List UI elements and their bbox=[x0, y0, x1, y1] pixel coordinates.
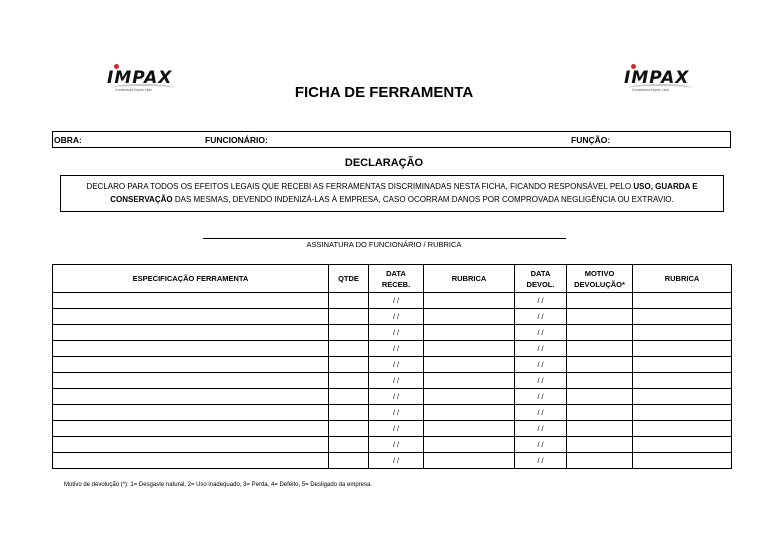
cell-spec[interactable] bbox=[53, 341, 329, 357]
cell-motivo[interactable] bbox=[567, 389, 633, 405]
cell-spec[interactable] bbox=[53, 389, 329, 405]
cell-data-receb[interactable]: / / bbox=[369, 373, 424, 389]
header-rubrica-1: RUBRICA bbox=[424, 265, 515, 293]
cell-motivo[interactable] bbox=[567, 421, 633, 437]
cell-motivo[interactable] bbox=[567, 373, 633, 389]
cell-data-devol[interactable]: / / bbox=[515, 453, 567, 469]
cell-rubrica-2[interactable] bbox=[633, 421, 732, 437]
signature-label: ASSINATURA DO FUNCIONÁRIO / RUBRICA bbox=[306, 240, 462, 249]
cell-rubrica-2[interactable] bbox=[633, 293, 732, 309]
cell-rubrica-1[interactable] bbox=[424, 373, 515, 389]
cell-rubrica-2[interactable] bbox=[633, 437, 732, 453]
cell-qtde[interactable] bbox=[329, 421, 369, 437]
cell-rubrica-2[interactable] bbox=[633, 341, 732, 357]
cell-rubrica-1[interactable] bbox=[424, 389, 515, 405]
table-row bbox=[53, 389, 732, 405]
funcionario-field[interactable]: FUNCIONÁRIO: bbox=[205, 135, 268, 145]
cell-data-receb[interactable]: / / bbox=[369, 309, 424, 325]
header-motivo: MOTIVO DEVOLUÇÃO* bbox=[567, 265, 633, 293]
declaration-part1: DECLARO PARA TODOS OS EFEITOS LEGAIS QUE RECEBI AS FERRAMENTAS DISCRIMINADAS NESTA FICHA, FICANDO RESPONSÁVEL PELO bbox=[86, 182, 634, 191]
cell-spec[interactable] bbox=[53, 421, 329, 437]
cell-qtde[interactable] bbox=[329, 373, 369, 389]
cell-motivo[interactable] bbox=[567, 309, 633, 325]
cell-data-receb[interactable]: / / bbox=[369, 293, 424, 309]
cell-data-devol[interactable]: / / bbox=[515, 437, 567, 453]
cell-data-receb[interactable]: / / bbox=[369, 357, 424, 373]
header-qtde: QTDE bbox=[329, 265, 369, 293]
table-row bbox=[53, 405, 732, 421]
cell-rubrica-1[interactable] bbox=[424, 325, 515, 341]
declaration-bold: USO, GUARDA E CONSERVAÇÃO bbox=[110, 182, 698, 204]
cell-motivo[interactable] bbox=[567, 293, 633, 309]
cell-rubrica-1[interactable] bbox=[424, 405, 515, 421]
declaration-title: DECLARAÇÃO bbox=[344, 157, 424, 169]
logo-tagline: Construtora Impax Ltda bbox=[115, 88, 152, 92]
cell-spec[interactable] bbox=[53, 373, 329, 389]
cell-data-receb[interactable]: / / bbox=[369, 437, 424, 453]
cell-motivo[interactable] bbox=[567, 405, 633, 421]
cell-data-receb[interactable]: / / bbox=[369, 341, 424, 357]
cell-qtde[interactable] bbox=[329, 389, 369, 405]
cell-data-receb[interactable]: / / bbox=[369, 453, 424, 469]
header-data-devol: DATA DEVOL. bbox=[515, 265, 567, 293]
cell-qtde[interactable] bbox=[329, 293, 369, 309]
cell-rubrica-1[interactable] bbox=[424, 437, 515, 453]
cell-rubrica-2[interactable] bbox=[633, 357, 732, 373]
cell-qtde[interactable] bbox=[329, 341, 369, 357]
cell-data-devol[interactable]: / / bbox=[515, 421, 567, 437]
cell-motivo[interactable] bbox=[567, 357, 633, 373]
cell-data-devol[interactable]: / / bbox=[515, 309, 567, 325]
cell-data-devol[interactable]: / / bbox=[515, 405, 567, 421]
cell-data-receb[interactable]: / / bbox=[369, 421, 424, 437]
cell-rubrica-2[interactable] bbox=[633, 309, 732, 325]
cell-data-receb[interactable]: / / bbox=[369, 389, 424, 405]
cell-spec[interactable] bbox=[53, 325, 329, 341]
cell-spec[interactable] bbox=[53, 309, 329, 325]
cell-spec[interactable] bbox=[53, 357, 329, 373]
cell-rubrica-1[interactable] bbox=[424, 293, 515, 309]
cell-motivo[interactable] bbox=[567, 341, 633, 357]
tools-table bbox=[52, 264, 732, 469]
table-row bbox=[53, 421, 732, 437]
cell-rubrica-2[interactable] bbox=[633, 453, 732, 469]
declaration-text bbox=[60, 175, 724, 212]
cell-spec[interactable] bbox=[53, 437, 329, 453]
cell-data-devol[interactable]: / / bbox=[515, 373, 567, 389]
cell-spec[interactable] bbox=[53, 453, 329, 469]
table-row bbox=[53, 309, 732, 325]
cell-qtde[interactable] bbox=[329, 325, 369, 341]
obra-field[interactable]: OBRA: bbox=[54, 135, 82, 145]
cell-qtde[interactable] bbox=[329, 357, 369, 373]
cell-motivo[interactable] bbox=[567, 437, 633, 453]
signature-line[interactable] bbox=[203, 238, 566, 239]
cell-data-devol[interactable]: / / bbox=[515, 389, 567, 405]
cell-motivo[interactable] bbox=[567, 453, 633, 469]
cell-motivo[interactable] bbox=[567, 325, 633, 341]
table-row bbox=[53, 325, 732, 341]
cell-data-devol[interactable]: / / bbox=[515, 341, 567, 357]
cell-rubrica-1[interactable] bbox=[424, 421, 515, 437]
cell-qtde[interactable] bbox=[329, 437, 369, 453]
cell-data-receb[interactable]: / / bbox=[369, 325, 424, 341]
cell-rubrica-2[interactable] bbox=[633, 325, 732, 341]
cell-spec[interactable] bbox=[53, 293, 329, 309]
table-row bbox=[53, 293, 732, 309]
funcao-field[interactable]: FUNÇÃO: bbox=[571, 135, 611, 145]
header-spec: ESPECIFICAÇÃO FERRAMENTA bbox=[53, 265, 329, 293]
cell-rubrica-1[interactable] bbox=[424, 357, 515, 373]
table-row bbox=[53, 357, 732, 373]
cell-qtde[interactable] bbox=[329, 309, 369, 325]
logo-wordmark: IMPAX bbox=[624, 68, 690, 88]
table-body bbox=[53, 293, 732, 469]
cell-data-receb[interactable]: / / bbox=[369, 405, 424, 421]
table-row bbox=[53, 437, 732, 453]
header-data-receb: DATA RECEB. bbox=[369, 265, 424, 293]
cell-rubrica-2[interactable] bbox=[633, 389, 732, 405]
info-row bbox=[52, 131, 731, 148]
cell-data-devol[interactable]: / / bbox=[515, 357, 567, 373]
page-title: FICHA DE FERRAMENTA bbox=[294, 84, 474, 101]
header-rubrica-2: RUBRICA bbox=[633, 265, 732, 293]
cell-rubrica-2[interactable] bbox=[633, 373, 732, 389]
cell-qtde[interactable] bbox=[329, 453, 369, 469]
table-row bbox=[53, 373, 732, 389]
cell-data-devol[interactable]: / / bbox=[515, 325, 567, 341]
table-row bbox=[53, 341, 732, 357]
footnote: Motivo de devolução (*): 1= Desgaste natural, 2= Uso inadequado, 3= Perda, 4= Defeito, 5= Desligado da empresa. bbox=[64, 482, 373, 488]
table-row bbox=[53, 453, 732, 469]
cell-rubrica-1[interactable] bbox=[424, 453, 515, 469]
table-header-row bbox=[53, 265, 732, 293]
cell-rubrica-1[interactable] bbox=[424, 341, 515, 357]
logo-wordmark: IMPAX bbox=[107, 68, 173, 88]
cell-spec[interactable] bbox=[53, 405, 329, 421]
cell-rubrica-2[interactable] bbox=[633, 405, 732, 421]
logo-tagline: Construtora Impax Ltda bbox=[632, 88, 669, 92]
cell-rubrica-1[interactable] bbox=[424, 309, 515, 325]
cell-qtde[interactable] bbox=[329, 405, 369, 421]
declaration-part2: DAS MESMAS, DEVENDO INDENIZÁ-LAS À EMPRESA, CASO OCORRAM DANOS POR COMPROVADA NEGLIGÊNCIA OU EXTRAVIO. bbox=[172, 195, 674, 204]
cell-data-devol[interactable]: / / bbox=[515, 293, 567, 309]
